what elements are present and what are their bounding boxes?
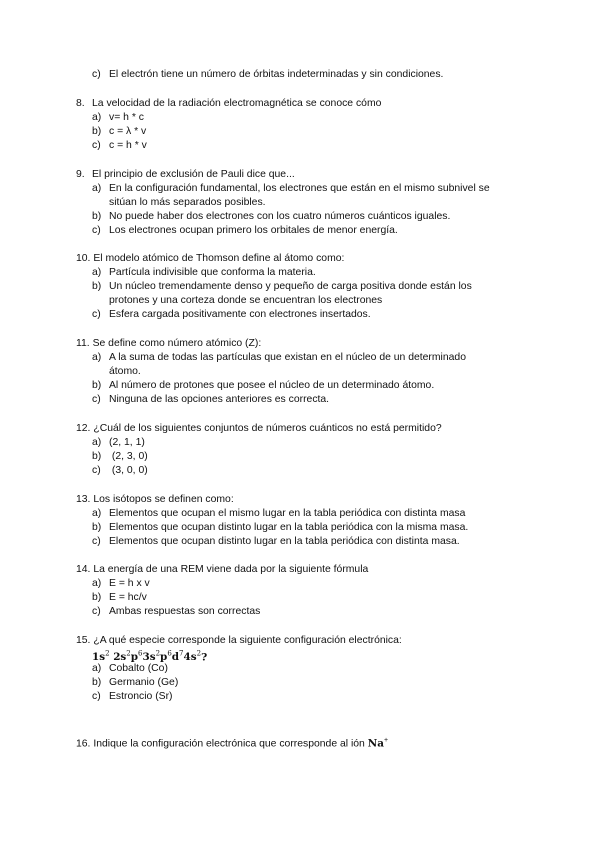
option-letter: b): [92, 281, 102, 292]
q12-question: [76, 422, 442, 435]
q15-question: [76, 634, 402, 647]
option-letter: b): [92, 677, 102, 688]
option-text: c = λ * v: [109, 126, 147, 137]
ion-charge: +: [383, 737, 389, 744]
config-term: $p^6$: [130, 650, 143, 664]
option-letter: c): [92, 394, 101, 405]
option-letter: b): [92, 380, 102, 391]
question-number: 14.: [76, 564, 91, 575]
q13-option-a: [92, 507, 465, 520]
question-number: 13.: [76, 494, 91, 505]
question-number: 15.: [76, 635, 91, 646]
question-number: 10.: [76, 253, 91, 264]
q8-question: [76, 97, 381, 110]
option-text: E = h x v: [109, 578, 150, 589]
config-term: $p^6$: [160, 650, 172, 664]
option-letter: c): [92, 69, 101, 80]
q14-option-a: [92, 577, 150, 590]
question-text: El principio de exclusión de Pauli dice que...: [92, 169, 295, 180]
q9-option-b: [92, 210, 450, 223]
q12-option-c: [92, 464, 148, 477]
option-letter: a): [92, 183, 102, 194]
q15-option-b: [92, 676, 178, 689]
q9-option-c: [92, 224, 398, 237]
q10-option-b-continued: protones y una corteza donde se encuentran los electrones: [109, 295, 383, 306]
q11-question: [76, 337, 261, 350]
option-text: Al número de protones que posee el núcleo de un determinado átomo.: [109, 380, 435, 391]
question-number: 11.: [76, 338, 90, 349]
q13-question: [76, 493, 234, 506]
q7-option-c: [92, 68, 443, 81]
option-letter: b): [92, 592, 102, 603]
option-letter: a): [92, 663, 102, 674]
option-letter: c): [92, 225, 101, 236]
option-text: (2, 1, 1): [109, 437, 145, 448]
option-letter: a): [92, 578, 102, 589]
option-text: (2, 3, 0): [109, 451, 148, 462]
q16-question: [76, 734, 388, 750]
option-text: Partícula indivisible que conforma la materia.: [109, 267, 316, 278]
q11-option-a: [92, 351, 466, 364]
question-text: La energía de una REM viene dada por la siguiente fórmula: [93, 564, 369, 575]
option-letter: a): [92, 437, 102, 448]
question-text: Se define como número atómico (Z):: [92, 338, 262, 349]
option-text: No puede haber dos electrones con los cuatro números cuánticos iguales.: [109, 211, 451, 222]
q14-option-b: [92, 591, 147, 604]
q12-option-a: [92, 436, 145, 449]
q8-option-c: [92, 139, 147, 152]
question-text: ¿A qué especie corresponde la siguiente configuración electrónica:: [93, 635, 402, 646]
option-text: Los electrones ocupan primero los orbitales de menor energía.: [109, 225, 398, 236]
option-letter: c): [92, 140, 101, 151]
option-text: Cobalto (Co): [109, 663, 168, 674]
q10-option-a: [92, 266, 316, 279]
q12-option-b: [92, 450, 148, 463]
q10-question: [76, 252, 344, 265]
option-letter: c): [92, 691, 101, 702]
option-letter: a): [92, 352, 102, 363]
question-text: La velocidad de la radiación electromagnética se conoce cómo: [92, 98, 382, 109]
option-text: c = h * v: [109, 140, 147, 151]
option-text: Ambas respuestas son correctas: [109, 606, 261, 617]
config-end: ?: [201, 651, 208, 664]
config-term: $2s^2$: [113, 650, 131, 664]
option-text: En la configuración fundamental, los electrones que están en el mismo subnivel se: [109, 183, 490, 194]
q15-option-a: [92, 662, 168, 675]
q11-option-c: [92, 393, 329, 406]
q11-option-b: [92, 379, 434, 392]
config-term: $d^7$: [171, 650, 184, 664]
question-text: ¿Cuál de los siguientes conjuntos de números cuánticos no está permitido?: [93, 423, 442, 434]
q8-option-a: [92, 111, 144, 124]
option-letter: b): [92, 451, 102, 462]
question-number: 16.: [76, 738, 91, 750]
option-letter: a): [92, 508, 102, 519]
option-text: Germanio (Ge): [109, 677, 179, 688]
q13-option-c: [92, 535, 460, 548]
option-letter: c): [92, 309, 101, 320]
option-text: Un núcleo tremendamente denso y pequeño de carga positiva donde están los: [109, 281, 472, 292]
q9-option-a: [92, 182, 490, 195]
q14-option-c: [92, 605, 260, 618]
config-term: $3s^2$: [142, 650, 161, 664]
q10-option-b: [92, 280, 472, 293]
q15-option-c: [92, 690, 173, 703]
option-text: Estroncio (Sr): [109, 691, 173, 702]
question-number: 12.: [76, 423, 91, 434]
config-term: $4s^2$: [183, 650, 202, 664]
option-letter: c): [92, 465, 101, 476]
option-letter: a): [92, 267, 102, 278]
q9-option-a-continued: sitúan lo más separados posibles.: [109, 197, 266, 208]
q14-question: [76, 563, 368, 576]
option-letter: b): [92, 522, 102, 533]
q11-option-a-continued: átomo.: [109, 366, 141, 377]
option-text: Elementos que ocupan distinto lugar en la tabla periódica con la misma masa.: [109, 522, 469, 533]
ion-symbol: Na: [367, 737, 384, 750]
option-text: v= h * c: [109, 112, 144, 123]
q8-option-b: [92, 125, 146, 138]
option-letter: a): [92, 112, 102, 123]
option-text: Elementos que ocupan el mismo lugar en la tabla periódica con distinta masa: [109, 508, 466, 519]
q9-question: [76, 168, 295, 181]
option-text: A la suma de todas las partículas que existan en el núcleo de un determinado: [109, 352, 466, 363]
option-letter: b): [92, 126, 102, 137]
option-letter: c): [92, 606, 101, 617]
question-text: Los isótopos se definen como:: [93, 494, 234, 505]
option-text: (3, 0, 0): [109, 465, 148, 476]
question-number: 9.: [76, 169, 85, 180]
option-text: Ninguna de las opciones anteriores es correcta.: [109, 394, 330, 405]
option-letter: c): [92, 536, 101, 547]
option-text: Esfera cargada positivamente con electrones insertados.: [109, 309, 371, 320]
option-text: Elementos que ocupan distinto lugar en la tabla periódica con distinta masa.: [109, 536, 460, 547]
q10-option-c: [92, 308, 371, 321]
q13-option-b: [92, 521, 468, 534]
config-term: $1s^2$: [92, 650, 110, 664]
option-text: El electrón tiene un número de órbitas indeterminadas y sin condiciones.: [109, 69, 444, 80]
option-text: E = hc/v: [109, 592, 147, 603]
question-text: El modelo atómico de Thomson define al átomo como:: [93, 253, 345, 264]
question-text: Indique la configuración electrónica que corresponde al ión: [93, 738, 368, 750]
question-number: 8.: [76, 98, 85, 109]
option-letter: b): [92, 211, 102, 222]
